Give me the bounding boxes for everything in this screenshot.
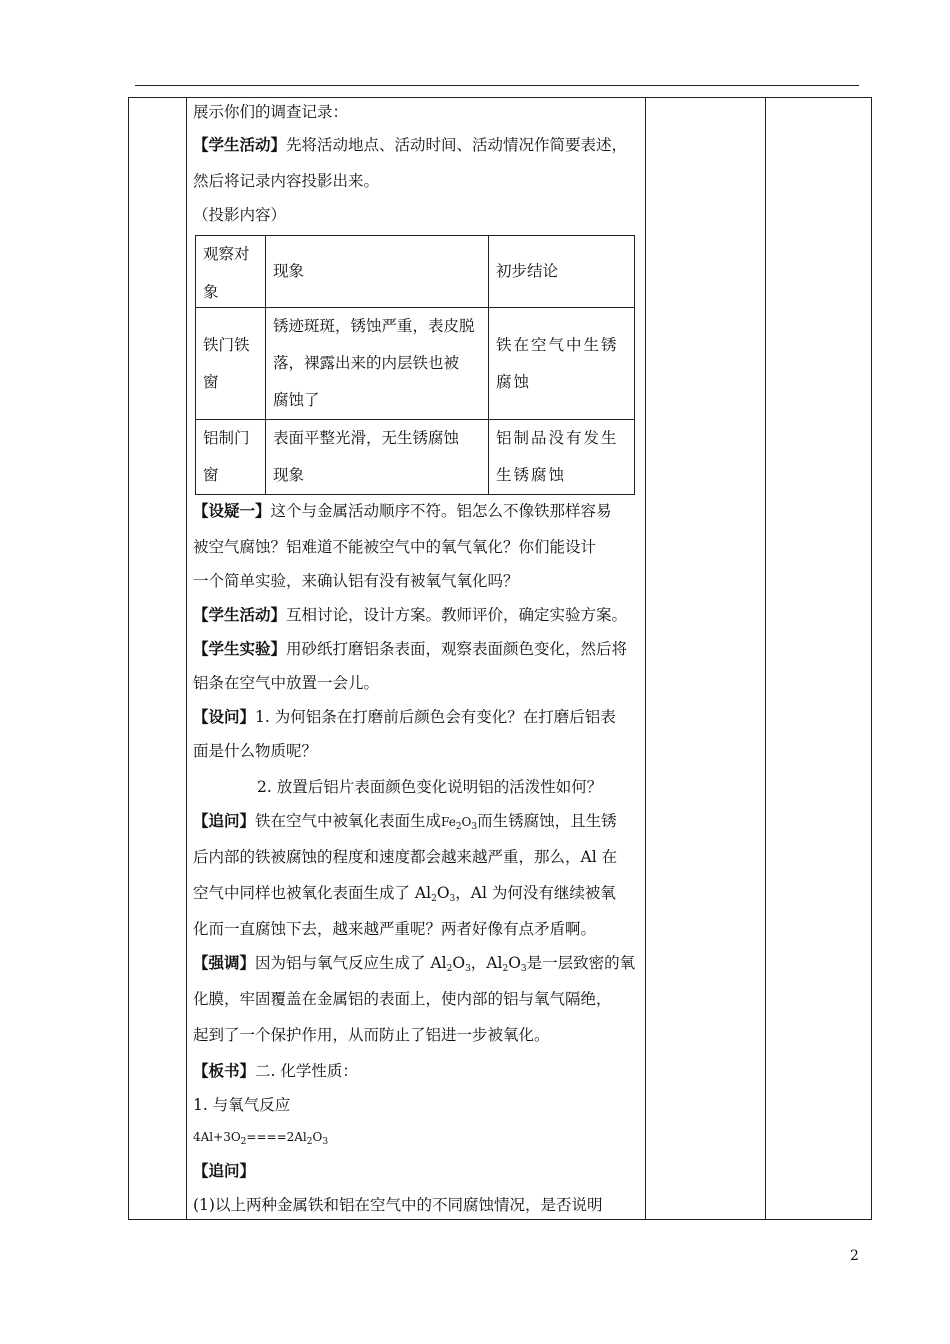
followup1-line1	[193, 811, 617, 837]
activity2-tag: 【学生活动】	[193, 606, 287, 624]
doubt1-text1: 这个与金属活动顺序不符。铝怎么不像铁那样容易	[270, 502, 612, 520]
table-row	[196, 420, 635, 495]
activity2-text: 互相讨论，设计方案。教师评价，确定实验方案。	[286, 606, 628, 624]
activity2-line	[193, 605, 627, 625]
al-subscript: 2	[431, 894, 437, 904]
emphasis-text1a: 因为铝与氧气反应生成了 Al	[255, 954, 447, 972]
o-symbol: O	[461, 815, 472, 829]
table-row	[196, 308, 635, 420]
row2-conc-l2: 生锈腐蚀	[496, 466, 567, 484]
row2-phen-l2: 现象	[273, 466, 305, 484]
followup1-text1b: 而生锈腐蚀，且生锈	[477, 812, 617, 830]
doubt1-line2: 被空气腐蚀？铝难道不能被空气中的氧气氧化？你们能设计	[193, 538, 597, 556]
row1-phenomenon	[266, 308, 489, 420]
emphasis-sub2: 3	[465, 964, 471, 974]
emphasis-line1	[193, 953, 635, 979]
doubt1-line1	[193, 501, 612, 521]
eq-sub1: 2	[240, 1137, 247, 1147]
projection-note: （投影内容）	[193, 206, 287, 224]
header-conclusion: 初步结论	[489, 236, 635, 308]
row1-phen-l1: 锈迹斑斑，锈蚀严重，表皮脱	[273, 317, 475, 335]
board-text: 二. 化学性质：	[255, 1062, 358, 1080]
followup2-tag: 【追问】	[193, 1162, 256, 1180]
board-tag: 【板书】	[193, 1062, 256, 1080]
fe-symbol: Fe	[441, 815, 456, 829]
followup2-line1: (1)以上两种金属铁和铝在空气中的不同腐蚀情况，是否说明	[193, 1196, 603, 1214]
doubt1-line3: 一个简单实验，来确认铝有没有被氧气氧化吗？	[193, 572, 519, 590]
activity1-line1	[193, 135, 627, 155]
emphasis-text1b: 是一层致密的氧	[526, 954, 636, 972]
row2-object-l2: 窗	[203, 466, 219, 484]
board-equation	[193, 1127, 328, 1152]
experiment-line2: 铝条在空气中放置一会儿。	[193, 674, 380, 692]
emphasis-o1: O	[452, 954, 466, 972]
emphasis-sub3: 2	[502, 964, 509, 974]
header-object	[196, 236, 266, 308]
row2-conclusion	[489, 420, 635, 495]
experiment-line1	[193, 639, 627, 659]
question-line3: 2. 放置后铝片表面颜色变化说明铝的活泼性如何？	[257, 778, 603, 796]
emphasis-tag: 【强调】	[193, 954, 256, 972]
table-header-row	[196, 236, 635, 308]
row2-conc-l1: 铝制品没有发生	[496, 429, 619, 447]
eq-part-b: ====2Al	[246, 1130, 307, 1144]
board-item1: 1. 与氧气反应	[193, 1096, 291, 1114]
eq-sub3: 3	[322, 1137, 329, 1147]
question-tag: 【设问】	[193, 708, 256, 726]
emphasis-line3: 起到了一个保护作用，从而防止了铝进一步被氧化。	[193, 1026, 550, 1044]
row1-phen-l3: 腐蚀了	[273, 391, 320, 409]
followup1-text3a: 空气中同样也被氧化表面生成了 Al	[193, 884, 432, 902]
emphasis-sub4: 3	[520, 964, 527, 974]
row1-object-l1: 铁门铁	[203, 335, 250, 354]
board-line	[193, 1061, 358, 1081]
activity1-text1: 先将活动地点、活动时间、活动情况作简要表述，	[286, 136, 628, 154]
emphasis-line2: 化膜，牢固覆盖在金属铝的表面上，使内部的铝与氧气隔绝，	[193, 990, 612, 1008]
row1-phen-l2: 落，裸露出来的内层铁也被	[273, 354, 460, 372]
activity1-line2: 然后将记录内容投影出来。	[193, 172, 380, 190]
followup1-line4: 化而一直腐蚀下去，越来越严重呢？两者好像有点矛盾啊。	[193, 920, 597, 938]
row1-conc-l1: 铁在空气中生锈	[496, 335, 619, 354]
row2-phen-l1: 表面平整光滑，无生锈腐蚀	[273, 429, 460, 447]
eq-sub2: 2	[306, 1137, 313, 1147]
experiment-tag: 【学生实验】	[193, 640, 287, 658]
fe-subscript: 2	[455, 822, 462, 832]
followup1-tag: 【追问】	[193, 812, 256, 830]
eq-part-c: O	[312, 1130, 323, 1144]
row2-object	[196, 420, 266, 495]
row1-conclusion	[489, 308, 635, 420]
al-o-symbol: O	[436, 884, 450, 902]
followup1-line3	[193, 883, 616, 909]
eq-part-a: 4Al+3O	[193, 1130, 241, 1144]
followup2-tag-line	[193, 1161, 255, 1181]
page-number: 2	[850, 1248, 859, 1264]
row1-object-l2: 窗	[203, 372, 219, 391]
followup1-text3b: ，Al 为何没有继续被氧	[455, 884, 616, 902]
row2-phenomenon	[266, 420, 489, 495]
column-divider-2	[645, 98, 646, 1219]
followup1-text1a: 铁在空气中被氧化表面生成	[255, 812, 442, 830]
column-divider-3	[765, 98, 766, 1219]
o-subscript: 3	[471, 822, 478, 832]
activity1-tag: 【学生活动】	[193, 136, 287, 154]
emphasis-o2: O	[508, 954, 521, 972]
question-line1	[193, 707, 616, 727]
header-rule	[135, 85, 859, 86]
experiment-text1: 用砂纸打磨铝条表面，观察表面颜色变化，然后将	[286, 640, 628, 658]
row1-conc-l2: 腐蚀	[496, 372, 532, 391]
header-object-l2: 象	[203, 282, 219, 301]
row1-object	[196, 308, 266, 420]
observation-table	[195, 235, 635, 495]
al-o-subscript: 3	[449, 894, 456, 904]
doubt1-tag: 【设疑一】	[193, 502, 271, 520]
row2-object-l1: 铝制门	[203, 429, 250, 447]
column-divider-1	[186, 98, 187, 1219]
intro-line: 展示你们的调查记录：	[193, 103, 349, 121]
followup1-line2: 后内部的铁被腐蚀的程度和速度都会越来越严重，那么，Al 在	[193, 848, 618, 866]
emphasis-mid: ，Al	[470, 954, 503, 972]
emphasis-sub1: 2	[446, 964, 453, 974]
question-text1: 1. 为何铝条在打磨前后颜色会有变化？在打磨后铝表	[255, 708, 616, 726]
header-phenomenon: 现象	[266, 236, 489, 308]
question-line2: 面是什么物质呢？	[193, 742, 318, 760]
header-object-l1: 观察对	[203, 244, 250, 263]
